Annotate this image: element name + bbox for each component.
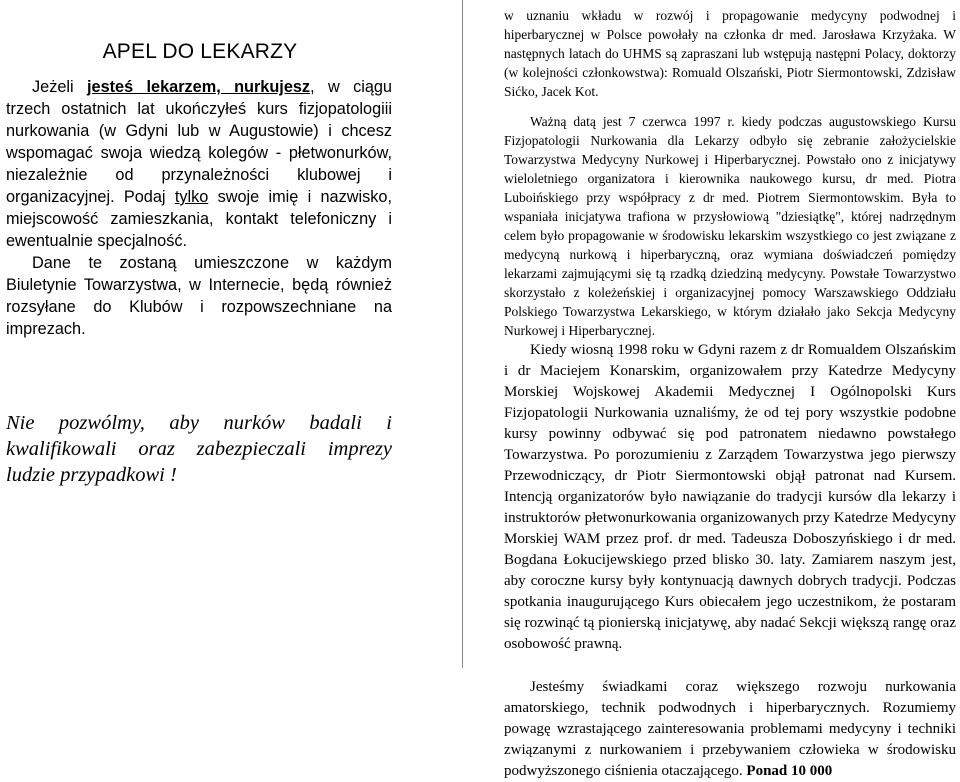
article-p4-bold: Ponad 10 000	[746, 763, 833, 779]
left-column	[6, 36, 392, 509]
column-divider	[462, 0, 463, 668]
appeal-p1-emphasis: jesteś lekarzem, nurkujesz	[86, 78, 311, 96]
appeal-p1-text-e: swoje imię i nazwisko, miejscowość zamieszkania, kontakt telefoniczny i ewentualnie specjalność.	[6, 188, 392, 250]
article-p4-text: Jesteśmy świadkami coraz większego rozwoju nurkowania amatorskiego, technik podwodnych i hiperbarycznych. Rozumiemy powagę wzrastającego zainteresowania problemami medycyny i techniki związanymi z nurkowaniem i przebywaniem człowieka w środowisku podwyższonego ciśnienia otaczającego.	[504, 679, 956, 779]
article-paragraph-2: Ważną datą jest 7 czerwca 1997 r. kiedy podczas augustowskiego Kursu Fizjopatologii Nurkowania dla Lekarzy odbyło się zebranie założycielskie Towarzystwa Medycyny Nurkowej i Hiperbarycznej. Powstało ono z inicjatywy wieloletniego organizatora i kierownika naukowego kursu, dr med. Piotra Luboińskiego przy współpracy z dr med. Piotrem Siermontowskim. Była to wspaniała inicjatywa trafiona w przysłowiową "dziesiątkę", której nadrzędnym celem było propagowanie w środowisku lekarskim wszystkiego co jest związane z medycyną nurkową i hiperbaryczną, oraz wymiana doświadczeń pomiędzy lekarzami zajmującymi się tą rzadką dziedziną medycyny. Powstałe Towarzystwo skorzystało z koleżeńskiej i organizacyjnej pomocy Warszawskiego Oddziału Polskiego Towarzystwa Lekarskiego, w którym działało jako Sekcja Medycyny Nurkowej i Hiperbarycznej.	[504, 114, 956, 338]
article-paragraph-3: Kiedy wiosną 1998 roku w Gdyni razem z dr Romualdem Olszańskim i dr Maciejem Konarskim, organizowałem przy Katedrze Medycyny Morskiej Wojskowej Akademii Medycznej I Ogólnopolski Kurs Fizjopatologii Nurkowania uznaliśmy, że od tej pory wszystkie podobne kursy powinny odbywać się pod patronatem niedawno powstałego Towarzystwa. Po porozumieniu z Zarządem Towarzystwa jego pierwszy Przewodniczący, dr Piotr Siermontowski objął patronat nad Kursem. Intencją organizatorów było nawiązanie do tradycji kursów dla lekarzy i instruktorów płetwonurkowania organizowanych przy Katedrze Medycyny Morskiej WAM przez prof. dr med. Tadeusza Doboszyńskiego i dr med. Bogdana Łokucijewskiego przed blisko 30. laty. Zamiarem naszym jest, aby coroczne kursy były kontynuacją dawnych dobrych tradycji. Podczas spotkania inaugurującego Kurs obiecałem jego uczestnikom, że postaram się rozwinąć tą pionierską inicjatywę, aby nadać Sekcji większą rangę oraz osobowość prawną.	[504, 342, 956, 652]
appeal-p1-text-c: , w ciągu trzech ostatnich lat ukończyłeś kurs fizjopatologiii nurkowania (w Gdyni lub w Augustowie) i chcesz wspomagać swoja wiedzą kolegów - płetwonurków, niezależnie od przynależności klubowej i organizacyjnej. Podaj	[6, 78, 392, 206]
article-paragraph-1: w uznaniu wkładu w rozwój i propagowanie medycyny podwodnej i hiperbarycznej w Polsce powołały na członka dr med. Jarosława Krzyżaka. W następnych latach do UHMS są zapraszani lub wstępują następni Polacy, doktorzy (w kolejności członkowstwa): Romuald Olszański, Piotr Siermontowski, Zdzisław Sićko, Jacek Kot.	[504, 8, 956, 99]
appeal-p1-underline-tylko: tylko	[174, 188, 209, 206]
right-column	[504, 6, 956, 782]
article-paragraph-4	[504, 677, 956, 782]
appeal-p1-text-a: Jeżeli	[32, 78, 87, 96]
appeal-paragraph-1	[6, 76, 392, 252]
appeal-slogan: Nie pozwólmy, aby nurków badali i kwalifikowali oraz zabezpieczali imprezy ludzie przypadkowi !	[6, 412, 392, 486]
appeal-title: APEL DO LEKARZY	[102, 40, 298, 63]
appeal-paragraph-2: Dane te zostaną umieszczone w każdym Biuletynie Towarzystwa, w Internecie, będą również rozsyłane do Klubów i rozpowszechniane na imprezach.	[6, 254, 392, 338]
